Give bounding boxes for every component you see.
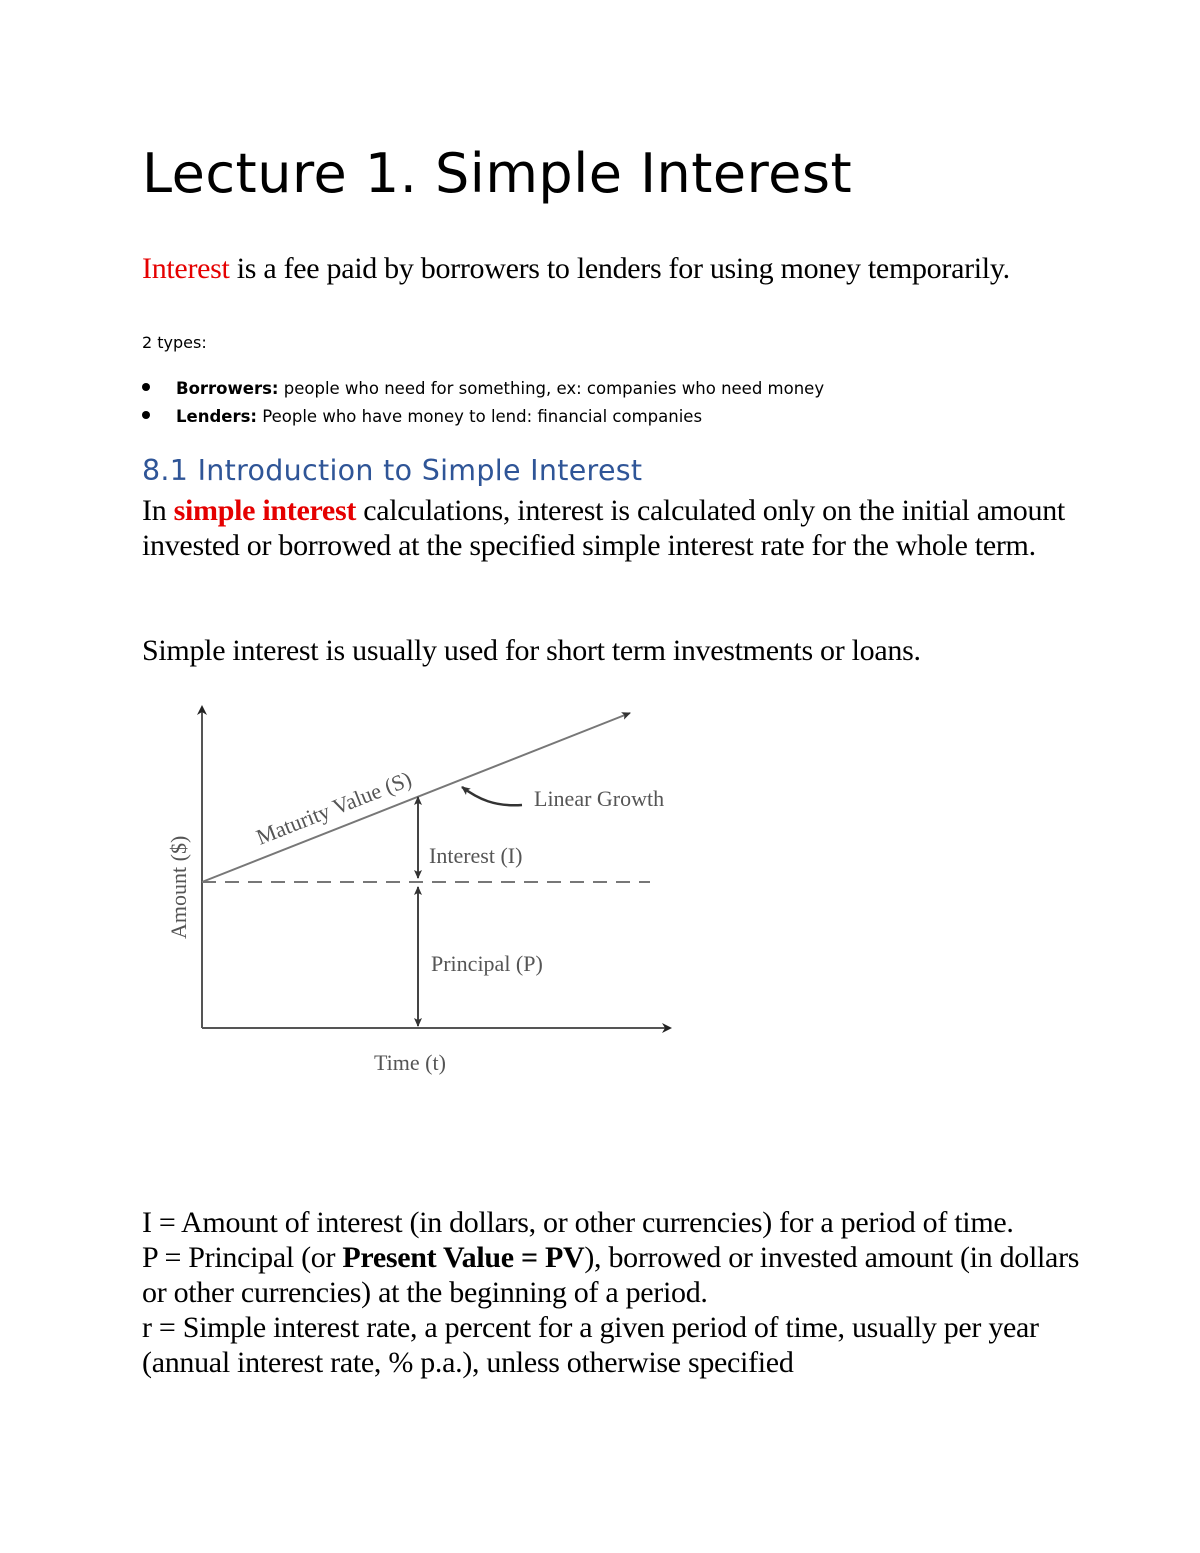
list-item-borrowers bbox=[142, 375, 824, 403]
interest-definition bbox=[142, 250, 1010, 288]
list-item-lenders bbox=[142, 403, 824, 431]
types-label: 2 types: bbox=[142, 333, 207, 352]
lenders-text: People who have money to lend: financial companies bbox=[257, 407, 703, 426]
interest-term: Interest bbox=[142, 252, 230, 285]
page-title: Lecture 1. Simple Interest bbox=[142, 142, 853, 205]
bullet-icon bbox=[142, 383, 150, 391]
simple-interest-diagram bbox=[160, 695, 700, 1095]
linear-growth-pointer bbox=[462, 787, 522, 805]
line-label: Maturity Value (S) bbox=[252, 766, 415, 850]
present-value-term: Present Value = PV bbox=[342, 1241, 585, 1274]
x-axis-label: Time (t) bbox=[374, 1050, 446, 1075]
borrowers-term: Borrowers: bbox=[176, 379, 279, 398]
short-term-paragraph: Simple interest is usually used for short term investments or loans. bbox=[142, 634, 921, 667]
simple-interest-term: simple interest bbox=[173, 494, 357, 527]
si-post: calculations, interest is calculated only on the initial amount invested or borrowed at the specified simple interest rate for the whole term. bbox=[142, 494, 1065, 562]
principal-label: Principal (P) bbox=[431, 951, 543, 976]
section-heading: 8.1 Introduction to Simple Interest bbox=[142, 454, 643, 487]
definition-p-post: ), borrowed or invested amount (in dollars or other currencies) at the beginning of a period. bbox=[142, 1241, 1080, 1309]
bullet-icon bbox=[142, 411, 150, 419]
borrowers-text: people who need for something, ex: companies who need money bbox=[278, 379, 825, 398]
definition-i: I = Amount of interest (in dollars, or other currencies) for a period of time. bbox=[142, 1206, 1014, 1239]
interest-definition-text: is a fee paid by borrowers to lenders for using money temporarily. bbox=[229, 252, 1010, 285]
si-pre: In bbox=[142, 494, 174, 527]
definitions-block bbox=[142, 1205, 1102, 1380]
growth-label: Linear Growth bbox=[534, 786, 665, 811]
interest-label: Interest (I) bbox=[429, 843, 523, 868]
lenders-term: Lenders: bbox=[176, 407, 258, 426]
simple-interest-paragraph bbox=[142, 494, 1102, 563]
definition-r: r = Simple interest rate, a percent for a given period of time, usually per year (annual interest rate, % p.a.), unless otherwise specified bbox=[142, 1311, 1039, 1379]
definition-p bbox=[142, 1240, 1102, 1310]
definition-p-pre: P = Principal (or bbox=[142, 1241, 343, 1274]
types-list bbox=[142, 375, 824, 431]
y-axis-label: Amount ($) bbox=[166, 835, 191, 939]
